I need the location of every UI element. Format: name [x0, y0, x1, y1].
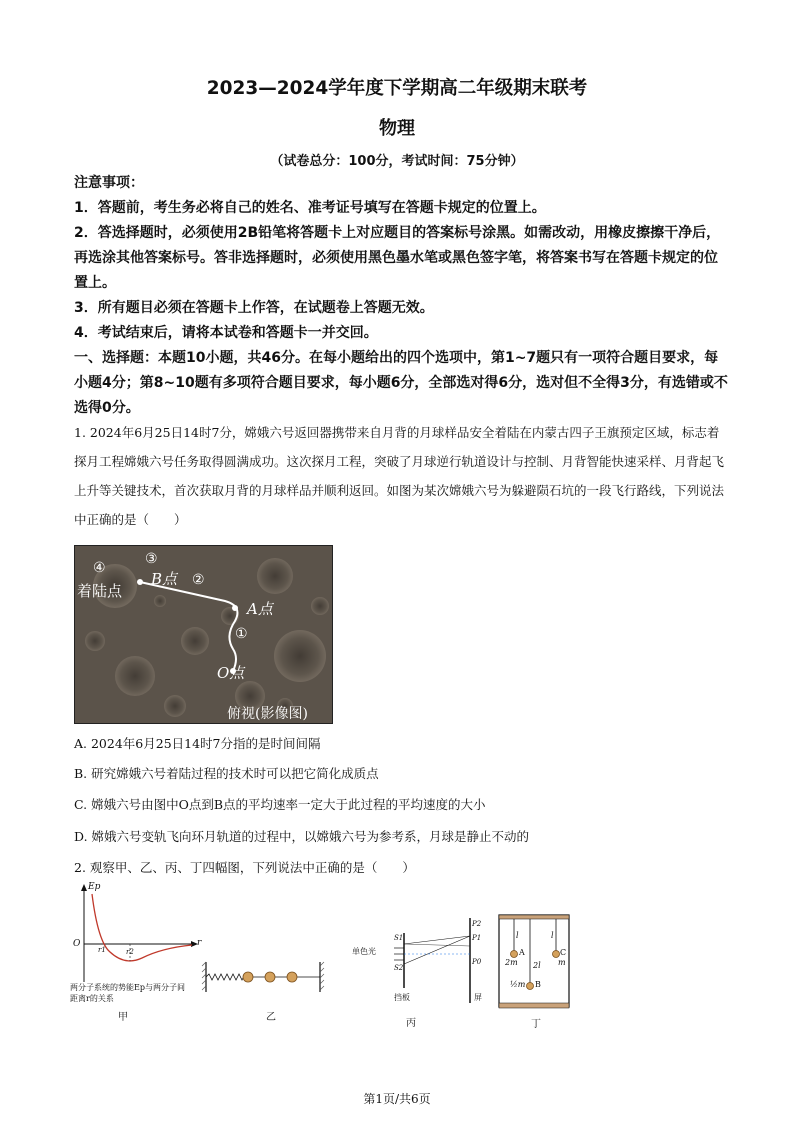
- label-b: B点: [151, 570, 178, 588]
- label-3: ③: [145, 551, 158, 567]
- fig-bing: [352, 918, 490, 1029]
- potential-curve-svg: [70, 882, 205, 992]
- mass-c: m: [558, 958, 566, 967]
- ball-b: B: [535, 980, 541, 989]
- label-o: O点: [217, 664, 245, 682]
- label-r1: r1: [98, 946, 106, 954]
- axis-ep: Ep: [88, 882, 101, 892]
- mass-a: 2m: [505, 958, 518, 967]
- bing-label: 丙: [406, 1018, 416, 1029]
- q1-option-a: A. 2024年6月25日14时7分指的是时间间隔: [74, 736, 321, 751]
- ball-c: C: [560, 948, 567, 957]
- ball-a: A: [519, 948, 525, 957]
- point-b-dot: [137, 579, 143, 585]
- light-label: 单色光: [352, 947, 376, 956]
- s1-label: S1: [394, 934, 404, 942]
- q2-stem: 2. 观察甲、乙、丙、丁四幅图，下列说法中正确的是（ ）: [74, 860, 415, 875]
- moon-image-figure: [74, 545, 333, 724]
- exam-subject: 物理: [379, 118, 415, 139]
- label-a: A点: [247, 600, 273, 618]
- notes-block: [74, 171, 728, 421]
- label-4: ④: [93, 560, 106, 576]
- q1-option-b: B. 研究嫦娥六号着陆过程的技术时可以把它简化成质点: [74, 766, 379, 781]
- baffle-label: 挡板: [394, 993, 410, 1002]
- fig-ding: [496, 913, 581, 1031]
- label-r2: r2: [126, 948, 134, 956]
- p2-label: P2: [472, 920, 482, 928]
- s2-label: S2: [394, 964, 404, 972]
- fig-yi: [200, 958, 325, 1028]
- mass-b: ½m: [510, 980, 526, 989]
- jia-caption: 两分子系统的势能Ep与两分子间距离r的关系: [70, 983, 185, 1003]
- note-item: 4．考试结束后，请将本试卷和答题卡一并交回。: [74, 325, 378, 341]
- q1-stem: 1. 2024年6月25日14时7分，嫦娥六号返回器携带来自月背的月球样品安全着陆在内蒙古四子王旗预定区域，标志着探月工程嫦娥六号任务取得圆满成功。这次探月工程，突破了月球逆行轨道设计与控制、月背智能快速采样、月背起飞上升等关键技术，首次获取月背的月球样品并顺利返回。如图为某次嫦娥六号为躲避陨石坑的一段飞行路线，下列说法中正确的是（ ）: [74, 425, 725, 527]
- double-slit-svg: [360, 918, 490, 1013]
- exam-title: 2023—2024学年度下学期高二年级期末联考: [206, 78, 588, 99]
- section-heading: 一、选择题：本题10小题，共46分。在每小题给出的四个选项中，第1~7题只有一项符合题目要求，每小题4分；第8~10题有多项符合题目要求，每小题6分，全部选对得6分，选对但不全得3分，有选错或不选得0分。: [74, 350, 728, 416]
- label-landing: 着陆点: [77, 582, 123, 600]
- spring-balls-svg: [200, 958, 325, 998]
- len-c: l: [551, 931, 554, 940]
- axis-r: r: [197, 938, 202, 948]
- ding-label: 丁: [531, 1019, 541, 1030]
- note-item: 3．所有题目必须在答题卡上作答，在试题卷上答题无效。: [74, 300, 434, 316]
- p1-label: P1: [472, 934, 482, 942]
- page-footer: 第1页/共6页: [363, 1092, 431, 1106]
- jia-label: 甲: [118, 1012, 128, 1023]
- figure-caption: 俯视(影像图): [227, 706, 308, 722]
- fig-jia: [70, 882, 205, 1022]
- screen-label: 屏: [474, 993, 482, 1002]
- note-item: 1．答题前，考生务必将自己的姓名、准考证号填写在答题卡规定的位置上。: [74, 200, 546, 216]
- label-2: ②: [192, 572, 205, 588]
- potential-curve: [92, 894, 192, 961]
- label-1: ①: [235, 626, 248, 642]
- notes-heading: 注意事项：: [74, 175, 144, 191]
- exam-info: （试卷总分：100分，考试时间：75分钟）: [270, 154, 524, 169]
- yi-label: 乙: [266, 1012, 276, 1023]
- origin-o: O: [73, 939, 81, 949]
- q1-option-c: C. 嫦娥六号由图中O点到B点的平均速率一定大于此过程的平均速度的大小: [74, 797, 486, 812]
- point-a-dot: [232, 605, 238, 611]
- note-item: 2．答选择题时，必须使用2B铅笔将答题卡上对应题目的答案标号涂黑。如需改动，用橡皮擦擦干净后，再选涂其他答案标号。答非选择题时，必须使用黑色墨水笔或黑色签字笔，将答案书写在答题卡规定的位置上。: [74, 225, 721, 291]
- p0-label: P0: [472, 958, 482, 966]
- len-b: 2l: [533, 961, 541, 970]
- len-a: l: [516, 931, 519, 940]
- q1-option-d: D. 嫦娥六号变轨飞向环月轨道的过程中，以嫦娥六号为参考系，月球是静止不动的: [74, 829, 530, 844]
